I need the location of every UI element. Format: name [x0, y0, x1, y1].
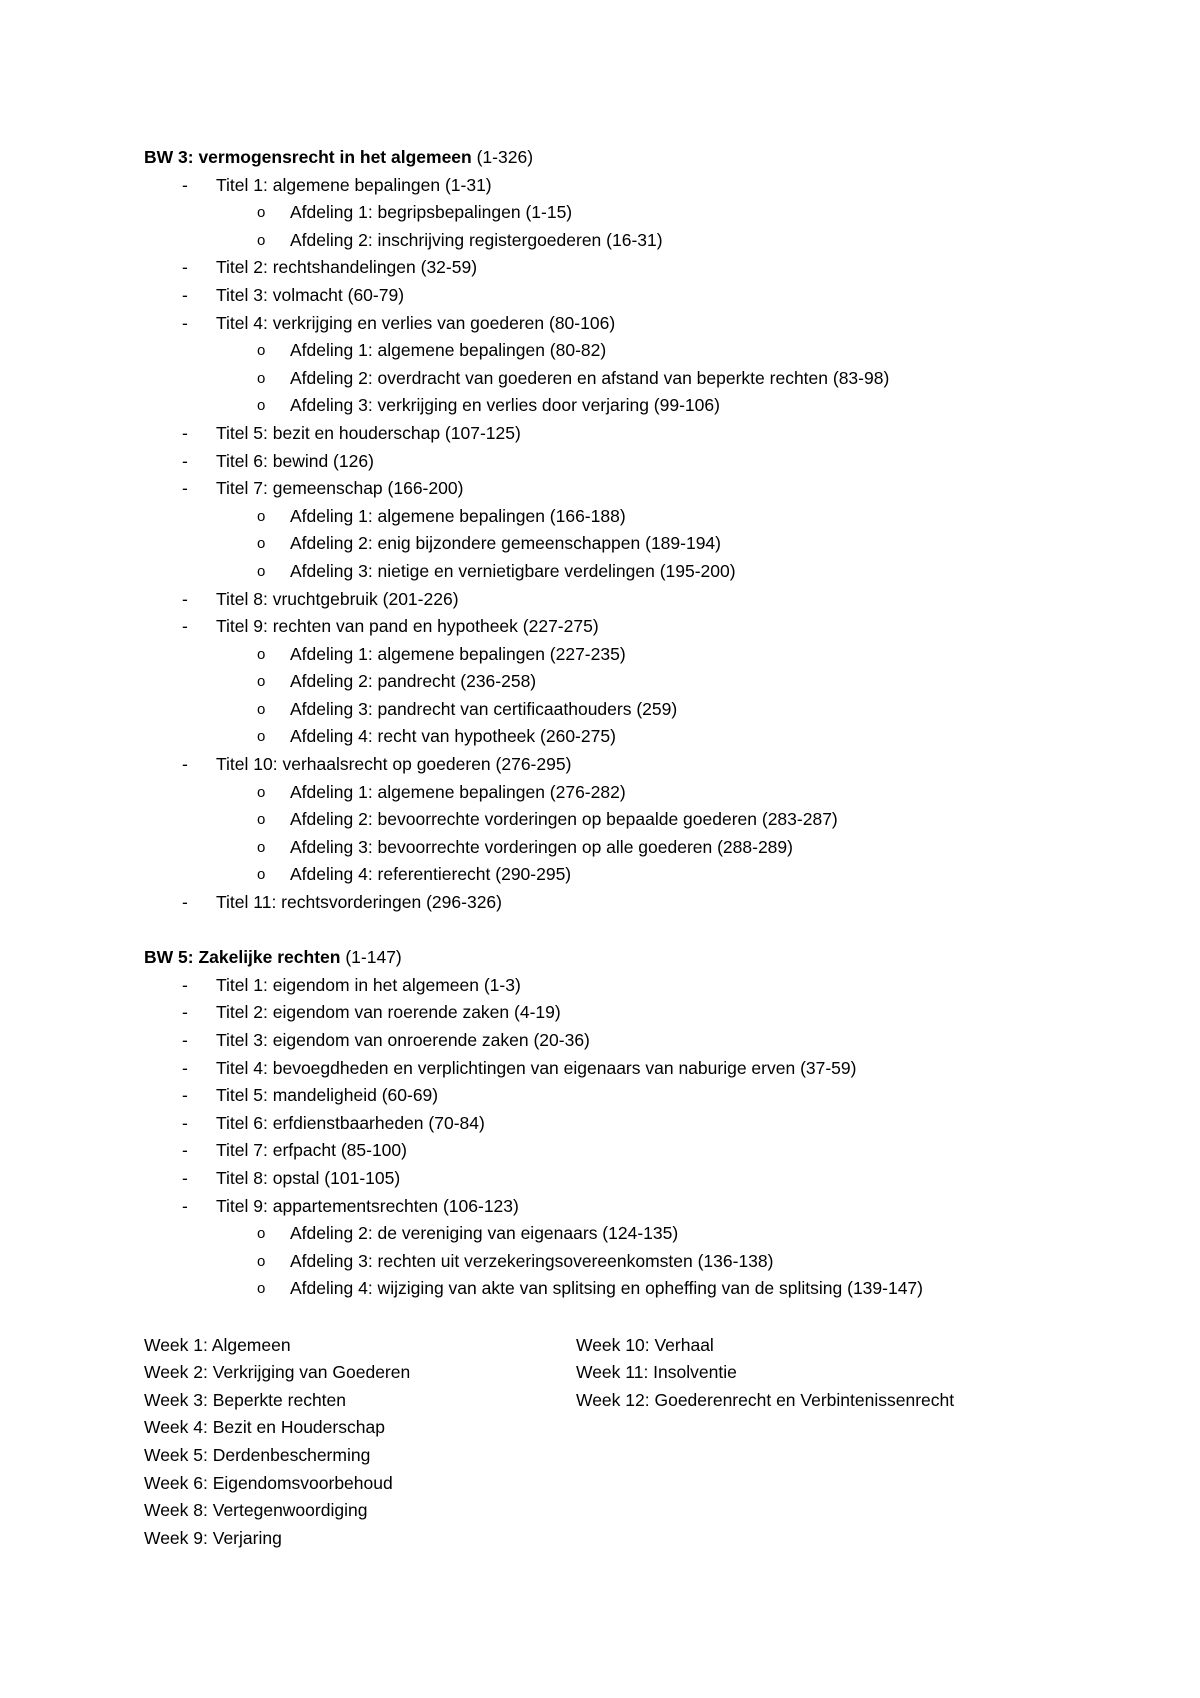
dash-bullet: -: [182, 422, 188, 443]
outline-item-text: Afdeling 3: pandrecht van certificaathouders (259): [290, 698, 678, 719]
outline-title-item: [144, 1165, 1064, 1193]
outline-item-text: Afdeling 3: rechten uit verzekeringsovereenkomsten (136-138): [290, 1250, 774, 1271]
week-item: Week 11: Insolventie: [576, 1362, 737, 1383]
outline-afdeling-item: [144, 199, 1064, 227]
outline-title-item: [144, 420, 1064, 448]
outline-item-text: Afdeling 3: bevoorrechte vorderingen op alle goederen (288-289): [290, 836, 793, 857]
dash-bullet: -: [182, 1057, 188, 1078]
bw3-title: BW 3: vermogensrecht in het algemeen: [144, 147, 472, 167]
week-item: Week 5: Derdenbescherming: [144, 1444, 371, 1465]
circle-bullet: o: [257, 783, 266, 801]
outline-item-text: Titel 5: bezit en houderschap (107-125): [216, 422, 521, 443]
outline-afdeling-item: [144, 1275, 1064, 1303]
circle-bullet: o: [257, 1280, 266, 1298]
circle-bullet: o: [257, 342, 266, 360]
circle-bullet: o: [257, 1225, 266, 1243]
week-item: Week 3: Beperkte rechten: [144, 1389, 347, 1410]
outline-item-text: Titel 9: rechten van pand en hypotheek (227-275): [216, 616, 599, 637]
dash-bullet: -: [182, 478, 188, 499]
bw5-outline: [144, 972, 1064, 1303]
circle-bullet: o: [257, 811, 266, 829]
circle-bullet: o: [257, 397, 266, 415]
circle-bullet: o: [257, 866, 266, 884]
outline-title-item: [144, 475, 1064, 503]
week-item: Week 4: Bezit en Houderschap: [144, 1417, 385, 1438]
dash-bullet: -: [182, 1030, 188, 1050]
dash-bullet: -: [182, 174, 188, 195]
dash-bullet: -: [182, 1195, 188, 1216]
section-gap: [144, 917, 1064, 945]
outline-afdeling-item: [144, 392, 1064, 420]
dash-bullet: -: [182, 616, 188, 637]
week-column-right: [576, 1332, 954, 1415]
outline-item-text: Afdeling 2: de vereniging van eigenaars (124-135): [290, 1223, 679, 1244]
circle-bullet: o: [257, 700, 266, 718]
outline-title-item: [144, 613, 1064, 641]
dash-bullet: -: [182, 588, 188, 609]
outline-afdeling-item: [144, 779, 1064, 807]
outline-afdeling-item: [144, 1220, 1064, 1248]
week-item: Week 9: Verjaring: [144, 1527, 282, 1548]
outline-title-item: [144, 1193, 1064, 1221]
week-item: Week 1: Algemeen: [144, 1334, 291, 1355]
week-item: Week 6: Eigendomsvoorbehoud: [144, 1472, 393, 1493]
outline-afdeling-item: [144, 641, 1064, 669]
outline-item-text: Titel 8: vruchtgebruik (201-226): [216, 588, 459, 609]
outline-title-item: [144, 889, 1064, 917]
outline-item-text: Afdeling 1: algemene bepalingen (80-82): [290, 340, 607, 361]
outline-afdeling-item: [144, 668, 1064, 696]
outline-item-text: Afdeling 1: algemene bepalingen (276-282): [290, 781, 626, 802]
outline-title-item: [144, 282, 1064, 310]
outline-afdeling-item: [144, 337, 1064, 365]
outline-afdeling-item: [144, 365, 1064, 393]
week-column-left: [144, 1332, 410, 1553]
outline-afdeling-item: [144, 723, 1064, 751]
dash-bullet: -: [182, 1140, 188, 1161]
outline-item-text: Titel 1: eigendom in het algemeen (1-3): [216, 974, 521, 995]
outline-item-text: Titel 3: volmacht (60-79): [216, 284, 405, 305]
outline-title-item: [144, 999, 1064, 1027]
outline-afdeling-item: [144, 227, 1064, 255]
outline-afdeling-item: [144, 530, 1064, 558]
section-gap: [144, 1303, 1064, 1331]
outline-title-item: [144, 448, 1064, 476]
outline-title-item: [144, 972, 1064, 1000]
bw5-range: (1-147): [345, 947, 402, 968]
bw3-outline: [144, 172, 1064, 917]
outline-title-item: [144, 1055, 1064, 1083]
week-item: Week 8: Vertegenwoordiging: [144, 1500, 368, 1521]
outline-title-item: [144, 1027, 1064, 1055]
outline-item-text: Titel 2: eigendom van roerende zaken (4-19): [216, 1002, 561, 1023]
outline-item-text: Afdeling 2: pandrecht (236-258): [290, 671, 537, 692]
circle-bullet: o: [257, 838, 266, 856]
outline-item-text: Afdeling 2: overdracht van goederen en afstand van beperkte rechten (83-98): [290, 367, 890, 388]
outline-item-text: Afdeling 1: algemene bepalingen (227-235): [290, 643, 626, 664]
outline-item-text: Afdeling 4: wijziging van akte van splitsing en opheffing van de splitsing (139-147): [290, 1278, 923, 1299]
outline-item-text: Afdeling 2: bevoorrechte vorderingen op bepaalde goederen (283-287): [290, 809, 838, 830]
outline-item-text: Titel 6: erfdienstbaarheden (70-84): [216, 1112, 485, 1133]
outline-afdeling-item: [144, 558, 1064, 586]
dash-bullet: -: [182, 974, 188, 995]
week-item: Week 10: Verhaal: [576, 1334, 714, 1355]
outline-item-text: Afdeling 1: begripsbepalingen (1-15): [290, 202, 573, 223]
dash-bullet: -: [182, 312, 188, 333]
outline-item-text: Titel 7: erfpacht (85-100): [216, 1140, 407, 1161]
outline-afdeling-item: [144, 834, 1064, 862]
outline-item-text: Afdeling 1: algemene bepalingen (166-188): [290, 505, 626, 526]
bw5-heading: [144, 944, 1064, 972]
outline-afdeling-item: [144, 861, 1064, 889]
outline-title-item: [144, 1082, 1064, 1110]
bw3-heading: [144, 144, 1064, 172]
circle-bullet: o: [257, 645, 266, 663]
outline-title-item: [144, 586, 1064, 614]
outline-item-text: Titel 1: algemene bepalingen (1-31): [216, 174, 492, 195]
outline-item-text: Afdeling 2: enig bijzondere gemeenschappen (189-194): [290, 533, 721, 554]
outline-item-text: Titel 11: rechtsvorderingen (296-326): [216, 892, 502, 913]
bw5-title: BW 5: Zakelijke rechten: [144, 947, 341, 968]
circle-bullet: o: [257, 231, 266, 249]
outline-title-item: [144, 1110, 1064, 1138]
circle-bullet: o: [257, 507, 266, 525]
outline-item-text: Titel 3: eigendom van onroerende zaken (20-36): [216, 1030, 590, 1050]
outline-afdeling-item: [144, 806, 1064, 834]
bw3-range: (1-326): [476, 147, 534, 167]
outline-item-text: Titel 9: appartementsrechten (106-123): [216, 1195, 519, 1216]
week-item: Week 2: Verkrijging van Goederen: [144, 1362, 411, 1383]
circle-bullet: o: [257, 535, 266, 553]
outline-item-text: Afdeling 3: verkrijging en verlies door verjaring (99-106): [290, 395, 720, 416]
outline-item-text: Afdeling 4: recht van hypotheek (260-275): [290, 726, 616, 747]
dash-bullet: -: [182, 1167, 188, 1188]
outline-item-text: Titel 10: verhaalsrecht op goederen (276-295): [216, 754, 572, 775]
outline-title-item: [144, 172, 1064, 200]
outline-item-text: Afdeling 2: inschrijving registergoederen (16-31): [290, 229, 663, 250]
circle-bullet: o: [257, 204, 266, 222]
outline-afdeling-item: [144, 696, 1064, 724]
outline-afdeling-item: [144, 503, 1064, 531]
circle-bullet: o: [257, 369, 266, 387]
outline-item-text: Titel 4: bevoegdheden en verplichtingen van eigenaars van naburige erven (37-59): [216, 1057, 857, 1078]
circle-bullet: o: [257, 562, 266, 580]
outline-title-item: [144, 751, 1064, 779]
circle-bullet: o: [257, 728, 266, 746]
outline-item-text: Titel 8: opstal (101-105): [216, 1167, 401, 1188]
outline-item-text: Titel 7: gemeenschap (166-200): [216, 478, 464, 499]
outline-afdeling-item: [144, 1248, 1064, 1276]
outline-title-item: [144, 1137, 1064, 1165]
outline-item-text: Titel 4: verkrijging en verlies van goederen (80-106): [216, 312, 616, 333]
outline-item-text: Titel 2: rechtshandelingen (32-59): [216, 257, 478, 278]
dash-bullet: -: [182, 754, 188, 775]
outline-title-item: [144, 310, 1064, 338]
dash-bullet: -: [182, 1002, 188, 1023]
dash-bullet: -: [182, 284, 188, 305]
dash-bullet: -: [182, 257, 188, 278]
outline-item-text: Afdeling 4: referentierecht (290-295): [290, 864, 572, 885]
outline-title-item: [144, 254, 1064, 282]
dash-bullet: -: [182, 450, 188, 471]
week-item: Week 12: Goederenrecht en Verbintenissenrecht: [576, 1389, 955, 1410]
dash-bullet: -: [182, 1112, 188, 1133]
outline-item-text: Titel 5: mandeligheid (60-69): [216, 1085, 439, 1106]
dash-bullet: -: [182, 1085, 188, 1106]
document-content: [144, 144, 1064, 1548]
outline-item-text: Afdeling 3: nietige en vernietigbare verdelingen (195-200): [290, 560, 736, 581]
circle-bullet: o: [257, 673, 266, 691]
dash-bullet: -: [182, 892, 188, 913]
outline-item-text: Titel 6: bewind (126): [216, 450, 374, 471]
circle-bullet: o: [257, 1252, 266, 1270]
